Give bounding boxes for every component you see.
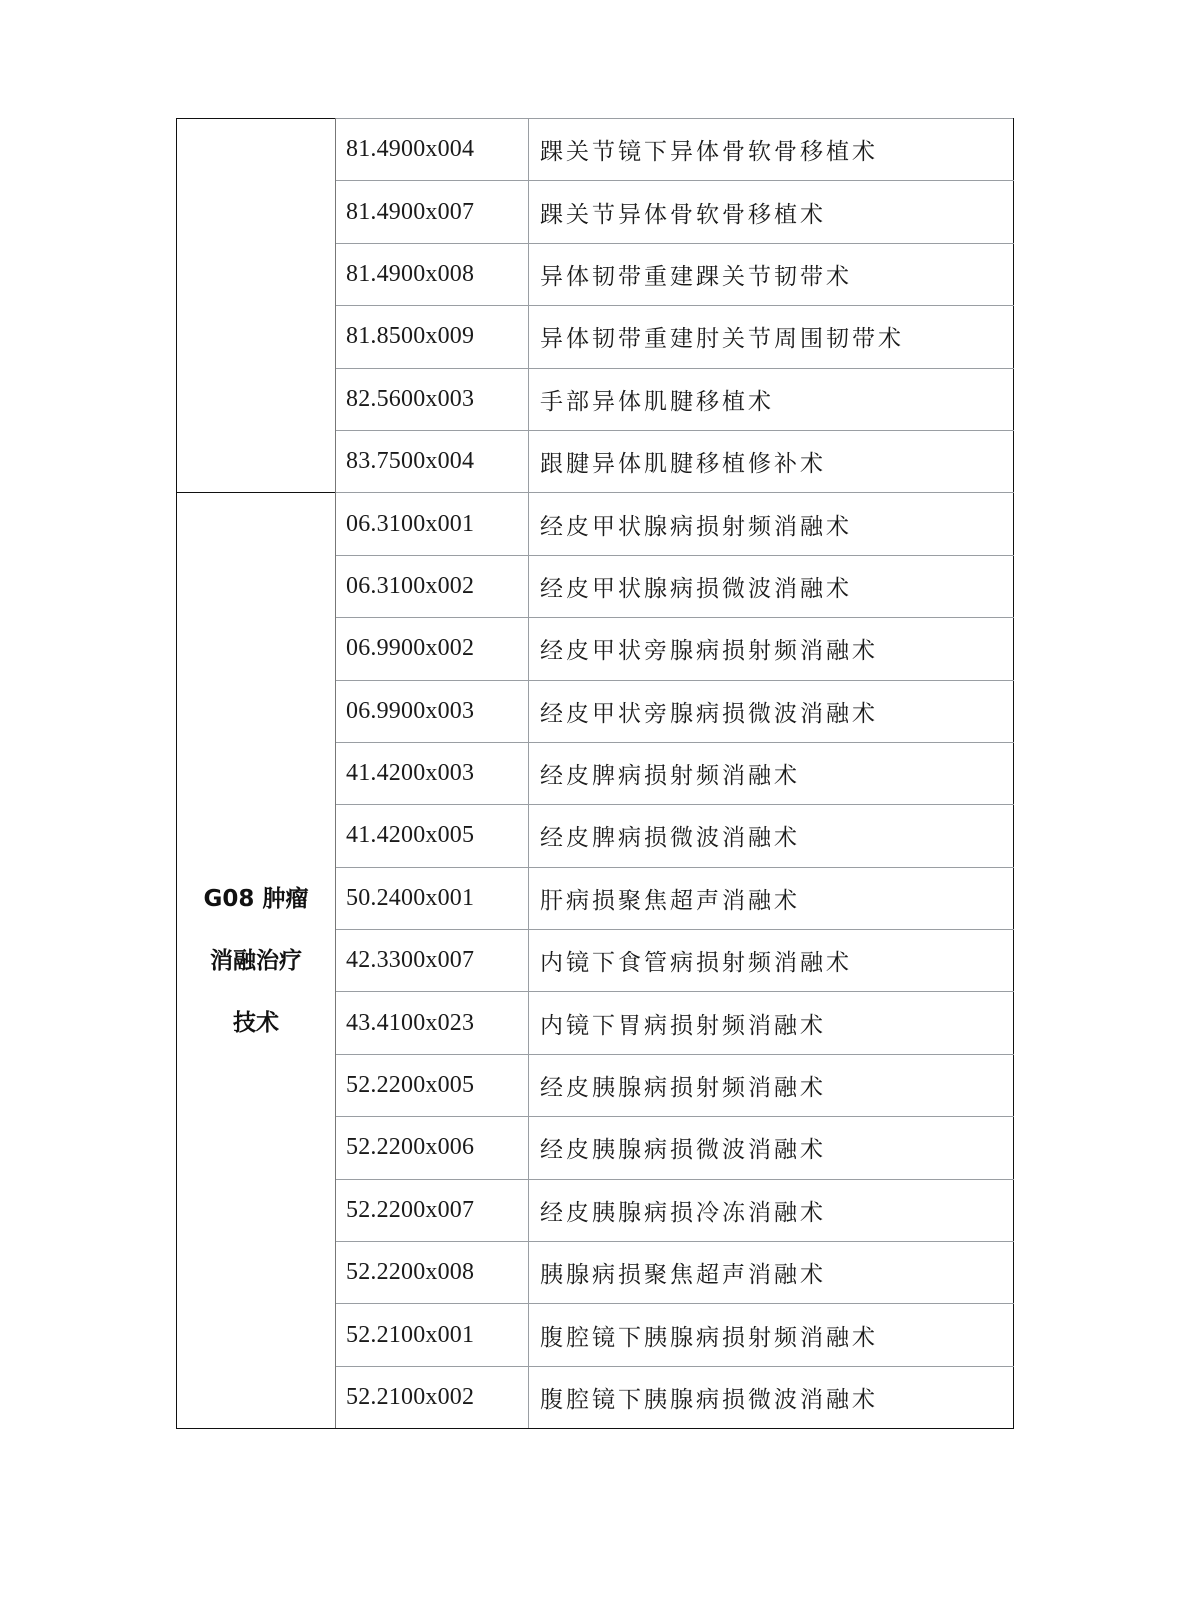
- procedure-code: 82.5600x003: [336, 368, 529, 430]
- procedure-code: 06.9900x002: [336, 618, 529, 680]
- procedure-name: 经皮甲状腺病损微波消融术: [529, 555, 1014, 617]
- procedure-name: 踝关节镜下异体骨软骨移植术: [529, 119, 1014, 181]
- procedure-code: 52.2100x002: [336, 1366, 529, 1428]
- procedure-code: 81.4900x008: [336, 243, 529, 305]
- procedure-name: 经皮脾病损微波消融术: [529, 805, 1014, 867]
- procedure-code: 42.3300x007: [336, 930, 529, 992]
- procedure-name: 腹腔镜下胰腺病损微波消融术: [529, 1366, 1014, 1428]
- category-label-line: 消融治疗: [210, 947, 302, 974]
- procedure-name: 胰腺病损聚焦超声消融术: [529, 1242, 1014, 1304]
- procedure-code-table: [176, 118, 1014, 1429]
- procedure-name: 异体韧带重建肘关节周围韧带术: [529, 306, 1014, 368]
- procedure-code: 06.3100x001: [336, 493, 529, 555]
- category-cell-continued: [177, 119, 336, 493]
- procedure-name: 内镜下胃病损射频消融术: [529, 992, 1014, 1054]
- procedure-name: 经皮脾病损射频消融术: [529, 742, 1014, 804]
- procedure-name: 经皮胰腺病损射频消融术: [529, 1054, 1014, 1116]
- procedure-name: 手部异体肌腱移植术: [529, 368, 1014, 430]
- procedure-name: 经皮胰腺病损冷冻消融术: [529, 1179, 1014, 1241]
- procedure-name: 经皮胰腺病损微波消融术: [529, 1117, 1014, 1179]
- procedure-code: 43.4100x023: [336, 992, 529, 1054]
- procedure-name: 踝关节异体骨软骨移植术: [529, 181, 1014, 243]
- procedure-name: 异体韧带重建踝关节韧带术: [529, 243, 1014, 305]
- procedure-code: 52.2100x001: [336, 1304, 529, 1366]
- procedure-code: 52.2200x006: [336, 1117, 529, 1179]
- procedure-name: 经皮甲状旁腺病损射频消融术: [529, 618, 1014, 680]
- category-label-line: G08 肿瘤: [203, 885, 309, 912]
- procedure-code: 06.3100x002: [336, 555, 529, 617]
- table-row: [177, 119, 1014, 181]
- procedure-code: 50.2400x001: [336, 867, 529, 929]
- procedure-code: 52.2200x007: [336, 1179, 529, 1241]
- procedure-code: 81.4900x004: [336, 119, 529, 181]
- procedure-code: 41.4200x005: [336, 805, 529, 867]
- procedure-code: 83.7500x004: [336, 430, 529, 492]
- procedure-code: 52.2200x005: [336, 1054, 529, 1116]
- procedure-code: 52.2200x008: [336, 1242, 529, 1304]
- procedure-name: 肝病损聚焦超声消融术: [529, 867, 1014, 929]
- table-row: [177, 493, 1014, 555]
- procedure-code: 81.4900x007: [336, 181, 529, 243]
- procedure-code: 41.4200x003: [336, 742, 529, 804]
- procedure-name: 内镜下食管病损射频消融术: [529, 930, 1014, 992]
- procedure-code: 06.9900x003: [336, 680, 529, 742]
- category-label-line: 技术: [233, 1009, 279, 1036]
- table-body: [177, 119, 1014, 1429]
- procedure-name: 经皮甲状腺病损射频消融术: [529, 493, 1014, 555]
- category-cell-g08: [177, 493, 336, 1429]
- procedure-name: 经皮甲状旁腺病损微波消融术: [529, 680, 1014, 742]
- procedure-name: 腹腔镜下胰腺病损射频消融术: [529, 1304, 1014, 1366]
- procedure-name: 跟腱异体肌腱移植修补术: [529, 430, 1014, 492]
- procedure-code: 81.8500x009: [336, 306, 529, 368]
